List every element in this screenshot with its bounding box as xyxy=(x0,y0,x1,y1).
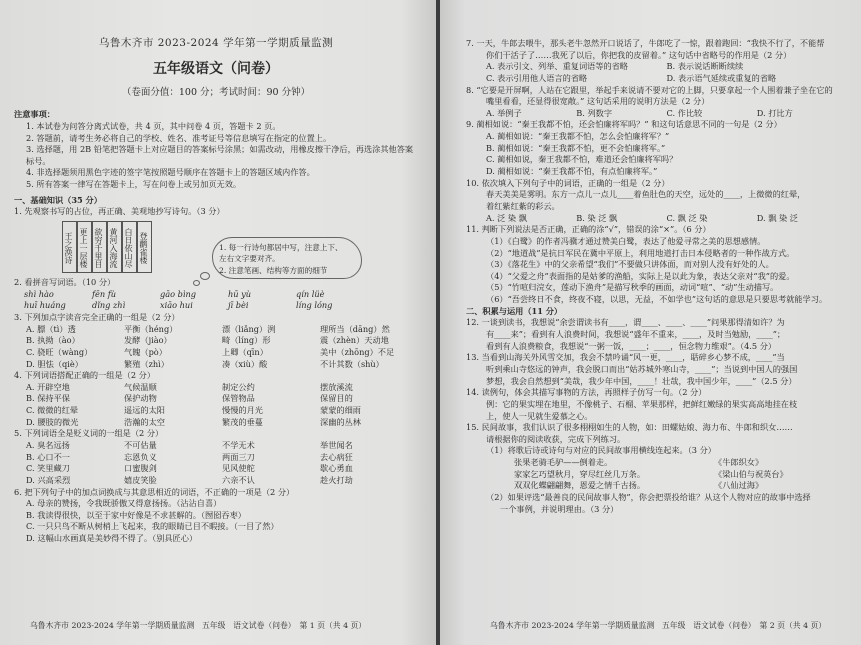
question-12-cont: 看到有人浪费粮食，我想说“一粥一饭，____；____，恒念物力维艰”。（4.5 分） xyxy=(486,340,777,351)
option-item: B. 保持平保 xyxy=(26,393,70,404)
q14-example: 例：它的果实埋在地里，不像桃子、石榴、苹果那样，把鲜红嫩绿的果实高高地挂在枝 xyxy=(486,398,798,409)
option-item: 不可估量 xyxy=(124,440,157,450)
option-item: 摆放溪流 xyxy=(320,381,353,392)
option-item: A. 臭名远扬 xyxy=(26,440,70,450)
option-item: 嬉皮笑脸 xyxy=(124,474,157,485)
option-item: 遥远的太阳 xyxy=(124,405,165,416)
option-item: D. 蔺相如说：“秦王我都不怕，有点怕廉将军。” xyxy=(486,166,658,177)
question-15-part1: （1）将歌后诗或诗句与对应的民间故事用横线连起来。（3 分） xyxy=(486,445,716,456)
option-item: 平衡（héng） xyxy=(124,323,178,334)
question-12-cont: 有____来”；看到有人浪费时间，我想说“盛年不重来，____，及时当勉励，____”； xyxy=(486,329,786,340)
question-15-part2-cont: 一个事例，并说明理由。（3 分） xyxy=(500,503,619,514)
option-item: C. 飘 泛 染 xyxy=(666,212,708,223)
pinyin-item: huī huáng xyxy=(24,300,66,311)
q5-option-row xyxy=(14,452,418,464)
q3-option-row xyxy=(14,359,418,371)
option-item: 浩瀚的太空 xyxy=(124,416,165,427)
option-item: D. 表示语气延续或重复的省略 xyxy=(666,72,777,83)
notice-item: 4. 非选择题须用黑色字迹的签字笔按照题号顺序在答题卡上的答题区域内作答。 xyxy=(26,167,315,178)
option-item: 举世闻名 xyxy=(320,440,353,450)
question-13-cont: 听到乘山寺悠远的钟声，我会脱口而出“姑苏城外寒山寺，____”；当说到中国人的强国 xyxy=(486,363,798,374)
q10-option-row xyxy=(466,213,847,225)
question-14: 14. 读例句，体会其描写事物的方法，再照样子仿写一句。（2 分） xyxy=(466,387,707,398)
option-item: B. 执拗（ào） xyxy=(26,335,80,346)
question-15-part2: （2）如果评选“最善良的民间故事人物”，你会把票投给谁？从这个人物对应的故事中选择 xyxy=(486,491,811,502)
page-footer: 乌鲁木齐市 2023-2024 学年第一学期质量监测 五年级 语文试卷（问卷） 第 1 页（共 4 页） xyxy=(30,620,367,630)
option-item: 漂（liǎng）洌 xyxy=(222,323,276,334)
question-7-cont: 你们干活子了……我死了以后，你把我的皮留着。” 这句话中省略号的作用是（2 分） xyxy=(486,49,792,60)
poem-column: 欲穷千里目 xyxy=(92,221,107,273)
option-item: C. 笑里藏刀 xyxy=(26,463,70,474)
option-item: D. 腰肢的微光 xyxy=(26,416,79,427)
pinyin-item: dǐng zhì xyxy=(92,300,126,311)
notice-item: 3. 选择题，用 2B 铅笔把答题卡上对应题目的答案标号涂黑；如需改动，用橡皮擦干净后，再选涂其他答案标号。 xyxy=(26,144,414,166)
option-item: B. 染 泛 飘 xyxy=(576,212,618,223)
option-item: C. 微微的红晕 xyxy=(26,405,79,416)
option-item: C. 表示引用他人语言的省略 xyxy=(486,72,588,83)
q7-option-row xyxy=(466,73,847,85)
judge-item: （3）《落花生》中的父亲希望“我们”不要做只讲体面，而对别人没有好处的人。 xyxy=(486,259,774,270)
option-item: 上卿（qīn） xyxy=(222,346,268,357)
option-item: 凑（xiù）酸 xyxy=(222,358,268,369)
q5-option-row xyxy=(14,440,418,452)
pinyin-item: gāo bìng xyxy=(160,288,197,299)
poem-column: 登鹳雀楼 xyxy=(137,221,152,273)
pinyin-item: shì hào xyxy=(24,288,54,299)
q3-option-row xyxy=(14,335,418,347)
pinyin-item: líng lóng xyxy=(296,300,333,311)
option-item: 深幽的丛林 xyxy=(320,416,361,427)
option-item: B. 蔺相如说：“秦王我都不怕，更不会怕廉将军。” xyxy=(486,142,666,153)
option-item: D. 胆怯（qiè） xyxy=(26,358,83,369)
hint-line: 左右文字要对齐。 xyxy=(219,254,280,264)
q14-example: 上，使人一见就生爱慕之心。 xyxy=(486,410,593,421)
q4-option-row xyxy=(14,393,418,405)
option-item: 歇心勇血 xyxy=(320,463,353,474)
question-4: 4. 下列词语搭配正确的一组是（2 分） xyxy=(14,370,156,381)
option-item: 趁火打劫 xyxy=(320,474,353,485)
option-item: 见风使舵 xyxy=(222,463,255,474)
option-item: A. 举例子 xyxy=(486,107,522,118)
q4-option-row xyxy=(14,382,418,394)
option-item: D. 打比方 xyxy=(756,107,793,118)
judge-item: （6）“吾尝终日不食，终夜不寝，以思，无益，不如学也”这句话的意思是只要思考就能学习。 xyxy=(486,294,828,305)
option-item: 畸（líng）形 xyxy=(222,335,271,346)
question-15: 15. 民间故事，我们认识了很多栩栩如生的人物，如：田螺姑娘、海力布、牛郎和织女…… xyxy=(466,422,793,433)
question-2: 2. 看拼音写词语。（10 分） xyxy=(14,277,116,288)
notice-item: 5. 所有答案一律写在答题卡上，写在问卷上或另加页无效。 xyxy=(26,179,242,190)
exam-title: 乌鲁木齐市 2023-2024 学年第一学期质量监测 xyxy=(98,37,334,49)
hint-line: 1. 每一行诗句都居中写，注意上下、 xyxy=(219,243,343,252)
q4-option-row xyxy=(14,405,418,417)
option-item: C. 一只只鸟不断从树梢上飞起来，我的眼睛已目不暇接。（一目了然） xyxy=(26,521,279,532)
match-left: 张果老骑毛驴——倒着走。 xyxy=(514,457,613,468)
judge-item: （4）“父爱之舟”表面指的是姑爹的渔船，实际上是以此为象，表达父亲对“我”的爱。 xyxy=(486,270,795,281)
question-15-cont: 请根据你的阅读收获，完成下列练习。 xyxy=(486,433,626,444)
poem-column: 白日依山尽 xyxy=(122,221,137,273)
poem-column: 更上一层楼 xyxy=(77,221,92,273)
judge-item: （2）“地道战”是抗日军民在冀中平原上，利用地道打击日本侵略者的一种作战方式。 xyxy=(486,247,795,258)
question-11: 11. 判断下列说法是否正确，正确的涂“√”，错误的涂“×”。（6 分） xyxy=(466,224,711,235)
option-item: B. 我读得很快，以至于家中好像是不求甚解的。（囫囵吞枣） xyxy=(26,509,246,520)
option-item: 口蜜腹剑 xyxy=(124,463,157,474)
cloud-tail xyxy=(200,272,210,280)
hint-line: 2. 注意笔画、结构等方面的细节 xyxy=(219,265,328,275)
question-8: 8. “它要是开屏啊，人站在它跟里，举起手来说请不要对它的上脚，只要拿起一个人围着兼子坐在它的 xyxy=(466,84,833,95)
option-item: 发酵（jiào） xyxy=(124,335,172,346)
option-item: A. 蔺相如说：“秦王我都不怕，怎么会怕廉将军？” xyxy=(486,131,670,142)
pinyin-item: qín lüè xyxy=(296,288,325,299)
match-row xyxy=(466,469,847,481)
option-item: B. 列数字 xyxy=(576,107,613,118)
question-9: 9. 蔺相如说：“秦王我都不怕，还会怕廉将军吗？” 和这句话意思不同的一句是（2 分） xyxy=(466,119,782,130)
notice-heading: 注意事项： xyxy=(14,109,55,120)
option-item: 两面三刀 xyxy=(222,451,255,462)
q8-option-row xyxy=(466,108,847,120)
option-item: A. 母亲的赞扬，令我既骄傲又得意扬扬。（沾沾自喜） xyxy=(26,498,222,509)
q3-option-row xyxy=(14,324,418,336)
option-item: C. 骁旺（wàng） xyxy=(26,346,93,357)
match-left: 双双化蝶翩翩舞，恩爱之情千古扬。 xyxy=(514,480,646,491)
pinyin-item: fēn fù xyxy=(92,288,117,299)
option-item: 忘恩负义 xyxy=(124,451,157,462)
option-item: 美中（zhōng）不足 xyxy=(320,346,395,357)
option-item: 保管物品 xyxy=(222,393,255,404)
option-item: 六亲不认 xyxy=(222,474,255,485)
judge-item: （5）“竹喧归浣女，莲动下渔舟”是描写秋季的画面，动词“喧”、“动”生动描写。 xyxy=(486,282,779,293)
q5-option-row xyxy=(14,463,418,475)
question-10: 10. 依次填入下列句子中的词语，正确的一组是（2 分） xyxy=(466,177,670,188)
q4-option-row xyxy=(14,417,418,429)
question-5: 5. 下列词语全是贬义词的一组是（2 分） xyxy=(14,428,164,439)
pinyin-item: xiāo hui xyxy=(160,300,193,311)
question-13: 13. 当看到山海关外风雪交加，我会不禁吟诵“风一更，____，聒碎乡心梦不成，____”当 xyxy=(466,352,785,363)
q3-option-row xyxy=(14,347,418,359)
q10-passage: 春天美美是雾明。东方一点儿一点儿____着鱼肚色的天空，远处的____，上微微的红晕， xyxy=(486,189,806,200)
option-item: 繁殖（zhì） xyxy=(124,358,169,369)
hint-cloud xyxy=(212,237,362,279)
option-item: B. 心口不一 xyxy=(26,451,70,462)
option-item: D. 这幅山水画真是美妙得不得了。（别具匠心） xyxy=(26,533,198,544)
option-item: 保护动物 xyxy=(124,393,157,404)
exam-score-time: （卷面分值：100 分；考试时间：90 分钟） xyxy=(121,86,311,98)
question-6: 6. 把下列句子中的加点词换成与其意思相近的词语，不正确的一项是（2 分） xyxy=(14,486,295,497)
option-item: 气候温顺 xyxy=(124,381,157,392)
section-heading-2: 二、积累与运用（11 分） xyxy=(466,305,563,316)
notice-item: 1. 本试卷为问答分离式试卷，共 4 页，其中问卷 4 页，答题卡 2 页。 xyxy=(26,120,281,131)
q7-option-row xyxy=(466,61,847,73)
section-heading-1: 一、基础知识（35 分） xyxy=(14,194,102,205)
option-item: A. 表示引文、列举、重复词语等的省略 xyxy=(486,61,629,72)
option-item: D. 飘 染 泛 xyxy=(756,212,798,223)
option-item: 气魄（pò） xyxy=(124,346,167,357)
option-item: 保留目的 xyxy=(320,393,353,404)
pinyin-item: hū yù xyxy=(228,288,252,299)
match-left: 家家乞巧望秋月，穿尽红丝几万条。 xyxy=(514,468,646,479)
option-item: 不计其数（shù） xyxy=(320,358,384,369)
option-item: A. 膘（tì）透 xyxy=(26,323,76,334)
option-item: 不学无术 xyxy=(222,440,255,450)
option-item: B. 表示说话断断续续 xyxy=(666,61,744,72)
option-item: C. 作比较 xyxy=(666,107,703,118)
option-item: C. 蔺相如说，秦王我都不怕，难道还会怕廉将军吗？ xyxy=(486,154,678,165)
match-right: 《牛郎织女》 xyxy=(714,457,764,468)
question-1: 1. 先观察书写的占位，再正确、美观地抄写诗句。（3 分） xyxy=(14,206,225,217)
option-item: 震（zhèn）天动地 xyxy=(320,335,389,346)
question-12: 12. 一谈到读书，我想说“余尝谓读书有____，谓____、____、____”问果那得清如许？为 xyxy=(466,317,785,328)
poem-column: 黄河入海流 xyxy=(107,221,122,273)
option-item: 繁茂的垂蔓 xyxy=(222,416,263,427)
question-3: 3. 下列加点字读音完全正确的一组是（2 分） xyxy=(14,311,180,322)
question-13-cont: 梦想，我会自然想到“美哉，我少年中国，____！壮哉，我中国少年，____”（2.5 分） xyxy=(486,375,797,386)
pinyin-item: jī bèi xyxy=(228,300,249,311)
exam-page-2 xyxy=(440,0,861,645)
pinyin-row xyxy=(14,289,418,301)
match-row xyxy=(466,480,847,492)
option-item: 理所当（dāng）然 xyxy=(320,323,390,334)
exam-subtitle: 五年级语文（问卷） xyxy=(153,60,279,77)
option-item: 去心病狂 xyxy=(320,451,353,462)
option-item: 蒙蒙的细雨 xyxy=(320,405,361,416)
q10-passage: 着红紫红紫的彩云。 xyxy=(486,200,560,211)
q5-option-row xyxy=(14,475,418,487)
notice-list xyxy=(14,121,418,191)
judge-item: （1）《白鹭》的作者冯骥才通过赞美白鹭，表达了他爱寻常之美的思想感情。 xyxy=(486,235,766,246)
notice-item: 2. 答题前，请考生务必将自己的学校、姓名、准考证号等信息填写在指定的位置上。 xyxy=(26,132,332,143)
option-item: 慢慢的月光 xyxy=(222,405,263,416)
pinyin-row xyxy=(14,300,418,312)
cloud-tail xyxy=(193,280,200,286)
option-item: A. 泛 染 飘 xyxy=(486,212,527,223)
option-item: 制定公约 xyxy=(222,381,255,392)
question-8-cont: 嘴里看看，还显得很宽敞。” 这句话采用的说明方法是（2 分） xyxy=(486,96,710,107)
poem-column: 王之涣诗 xyxy=(62,221,77,273)
match-right: 《八仙过海》 xyxy=(714,480,764,491)
page-footer: 乌鲁木齐市 2023-2024 学年第一学期质量监测 五年级 语文试卷（问卷） 第 2 页（共 4 页） xyxy=(490,620,827,630)
match-row xyxy=(466,457,847,469)
question-7: 7. 一天，牛郎去喂牛，那头老牛忽然开口说话了，牛郎吃了一惊，跟着跑回：“我快不行了，不能帮 xyxy=(466,38,825,48)
option-item: A. 开辟空地 xyxy=(26,381,70,392)
match-right: 《梁山伯与祝英台》 xyxy=(714,468,788,479)
option-item: D. 兴高采烈 xyxy=(26,474,71,485)
